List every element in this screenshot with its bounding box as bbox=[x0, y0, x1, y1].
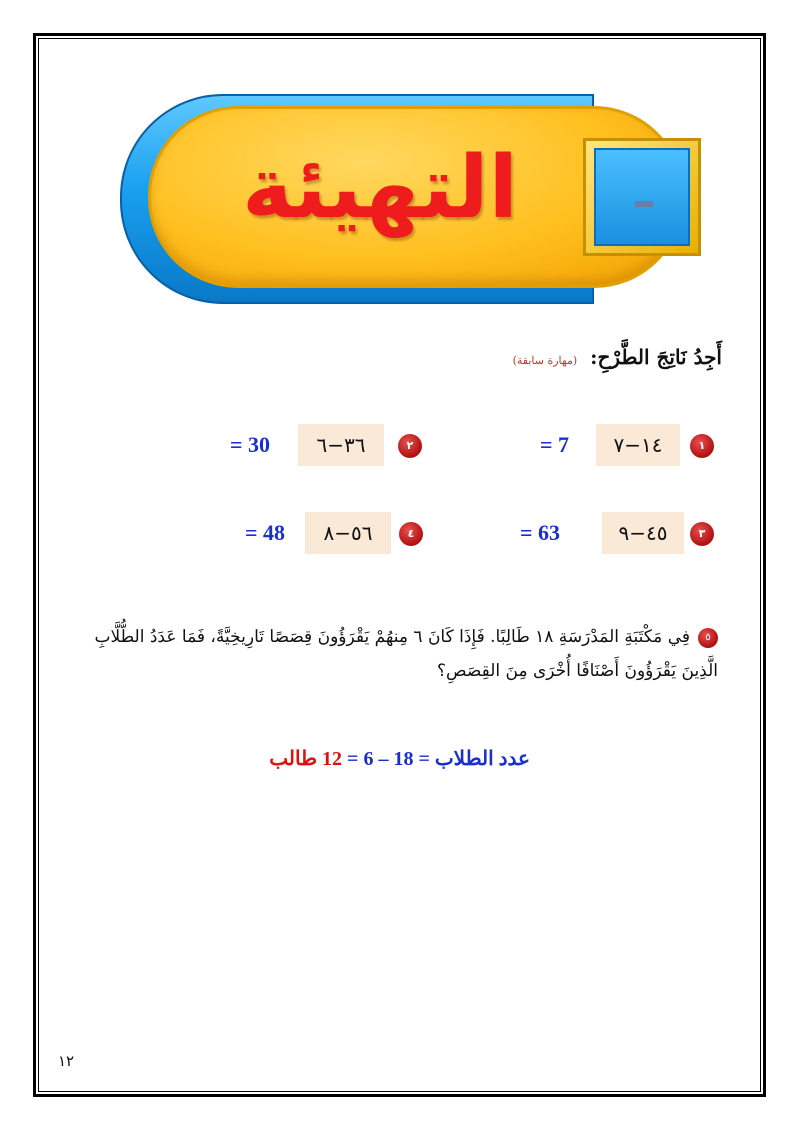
page-number: ١٢ bbox=[58, 1052, 75, 1070]
section-heading bbox=[513, 345, 722, 369]
word-problem bbox=[86, 620, 718, 688]
exercise-answer: = 48 bbox=[245, 520, 286, 545]
exercise-3 bbox=[520, 512, 730, 554]
exercise-answer: = 30 bbox=[230, 432, 271, 457]
exercise-number-badge: ٢ bbox=[398, 434, 422, 458]
exercise-number-badge: ١ bbox=[690, 434, 714, 458]
page-title: التهيئة bbox=[241, 138, 518, 238]
problem-number-badge: ٥ bbox=[698, 628, 718, 648]
solution-result: 12 طالب bbox=[269, 748, 343, 770]
exercise-1 bbox=[540, 424, 730, 466]
exercise-answer: = 63 bbox=[520, 520, 561, 545]
banner-square bbox=[594, 148, 690, 246]
exercise-expression: ٣٦−٦ bbox=[298, 424, 384, 466]
solution-expression: عدد الطلاب = 18 – 6 = bbox=[347, 748, 530, 770]
exercise-4 bbox=[245, 512, 425, 554]
exercise-expression: ١٤−٧ bbox=[596, 424, 680, 466]
exercise-2 bbox=[230, 424, 425, 466]
section-heading-note: (مهارة سابقة) bbox=[512, 354, 578, 367]
exercise-number-badge: ٤ bbox=[399, 522, 423, 546]
problem-text: فِي مَكْتَبَةِ المَدْرَسَةِ ١٨ طَالِبًا. فَإِذَا كَانَ ٦ مِنهُمْ يَقْرَؤُونَ قِصَصًا تَارِيخِيَّةً، فَمَا عَدَدُ الطُّلَّابِ الَّذِينَ يَقْرَؤُونَ أَصْنَافًا أُخْرَى مِنَ القِصَصِ؟ bbox=[94, 627, 718, 681]
exercise-expression: ٤٥−٩ bbox=[602, 512, 684, 554]
title-banner bbox=[0, 0, 800, 320]
problem-solution bbox=[200, 746, 530, 771]
exercise-answer: = 7 bbox=[540, 432, 570, 457]
dash-icon bbox=[635, 201, 653, 207]
exercise-expression: ٥٦−٨ bbox=[305, 512, 391, 554]
section-heading-text: أَجِدُ نَاتِجَ الطَّرْحِ: bbox=[590, 345, 722, 369]
exercise-number-badge: ٣ bbox=[690, 522, 714, 546]
